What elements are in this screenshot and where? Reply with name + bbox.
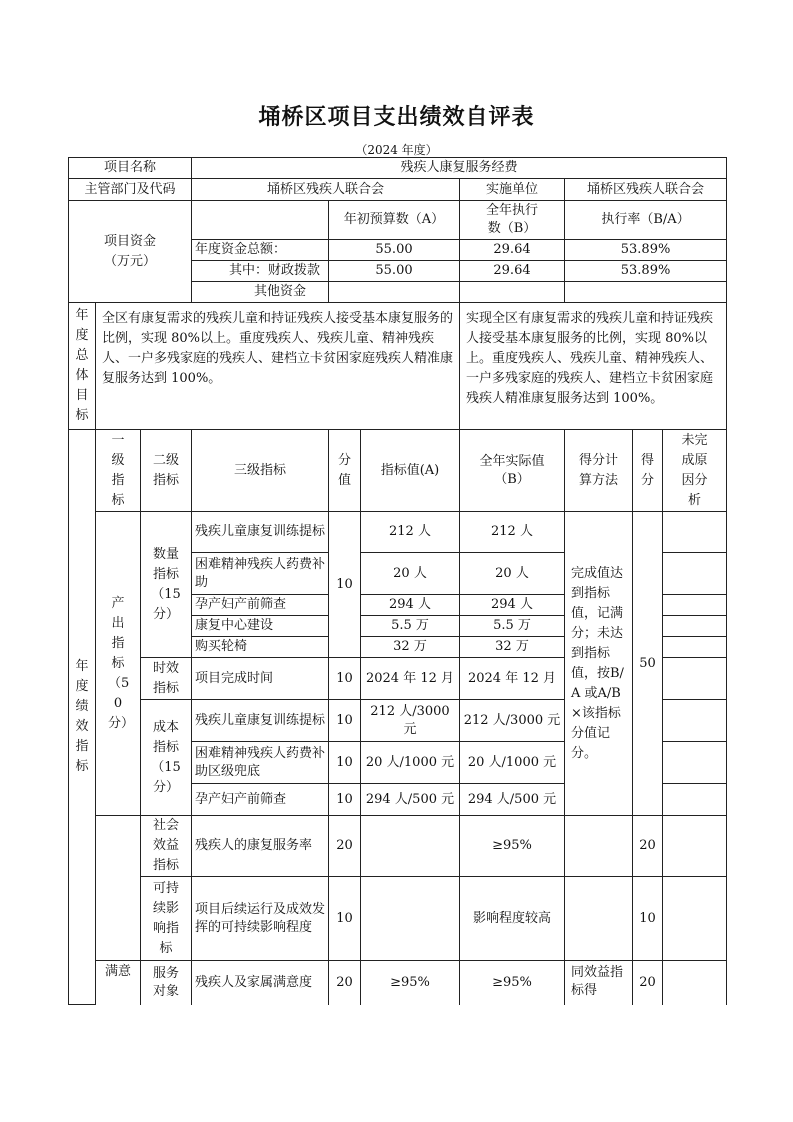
header-level3: 三级指标 bbox=[192, 430, 329, 512]
indicator-name: 购买轮椅 bbox=[192, 637, 329, 658]
indicator-points: 20 bbox=[329, 816, 361, 877]
indicator-name: 困难精神残疾人药费补助区级兜底 bbox=[192, 742, 329, 784]
funds-exec bbox=[460, 282, 565, 303]
goals-planned: 全区有康复需求的残疾儿童和持证残疾人接受基本康复服务的比例，实现 80%以上。重度残疾人、残疾儿童、精神残疾人、一户多残家庭的残疾人、建档立卡贫困家庭残疾人精准康复服务达到 100%。 bbox=[96, 303, 460, 430]
indicator-actual: 20 人/1000 元 bbox=[460, 742, 565, 784]
reason-cell bbox=[663, 512, 727, 553]
reason-cell bbox=[663, 658, 727, 700]
indicator-target: 212 人/3000 元 bbox=[361, 700, 460, 742]
indicator-name: 孕产妇产前筛查 bbox=[192, 595, 329, 616]
indicator-actual: 20 人 bbox=[460, 553, 565, 595]
indicator-target: ≥95% bbox=[361, 961, 460, 1005]
indicator-name: 困难精神残疾人药费补助 bbox=[192, 553, 329, 595]
funds-row-label: 年度资金总额： bbox=[192, 240, 329, 261]
indicator-actual: 2024 年 12 月 bbox=[460, 658, 565, 700]
output-score: 50 bbox=[633, 512, 663, 816]
benefit-level1-cell bbox=[96, 816, 141, 961]
quantity-points: 10 bbox=[329, 512, 361, 658]
impl-label: 实施单位 bbox=[460, 179, 565, 201]
indicator-actual: 212 人 bbox=[460, 512, 565, 553]
header-level2: 二级指标 bbox=[141, 430, 192, 512]
indicator-target: 5.5 万 bbox=[361, 616, 460, 637]
reason-cell bbox=[663, 742, 727, 784]
funds-budget bbox=[329, 282, 460, 303]
satisfaction-sub-label: 服务对象 bbox=[141, 961, 192, 1005]
indicator-name: 残疾人及家属满意度 bbox=[192, 961, 329, 1005]
social-label: 社会效益指标 bbox=[141, 816, 192, 877]
satisfaction-label: 满意 bbox=[96, 961, 141, 1005]
indicator-points: 20 bbox=[329, 961, 361, 1005]
project-name-label: 项目名称 bbox=[69, 158, 192, 179]
indicator-actual: 212 人/3000 元 bbox=[460, 700, 565, 742]
indicator-points: 10 bbox=[329, 700, 361, 742]
funds-row-label: 其他资金 bbox=[192, 282, 329, 303]
indicator-name: 残疾儿童康复训练提标 bbox=[192, 512, 329, 553]
reason-cell bbox=[663, 595, 727, 616]
reason-cell bbox=[663, 784, 727, 816]
col-exec: 全年执行数（B） bbox=[460, 201, 565, 240]
col-rate: 执行率（B/A） bbox=[565, 201, 727, 240]
funds-budget: 55.00 bbox=[329, 240, 460, 261]
indicator-target: 294 人/500 元 bbox=[361, 784, 460, 816]
indicator-actual: 影响程度较高 bbox=[460, 877, 565, 961]
header-method: 得分计算方法 bbox=[565, 430, 633, 512]
indicator-actual: 294 人/500 元 bbox=[460, 784, 565, 816]
indicator-target bbox=[361, 816, 460, 877]
dept-label: 主管部门及代码 bbox=[69, 179, 192, 201]
header-target: 指标值(A) bbox=[361, 430, 460, 512]
header-points: 分值 bbox=[329, 430, 361, 512]
impl-value: 埇桥区残疾人联合会 bbox=[565, 179, 727, 201]
project-name-value: 残疾人康复服务经费 bbox=[192, 158, 727, 179]
indicator-actual: ≥95% bbox=[460, 816, 565, 877]
funds-exec: 29.64 bbox=[460, 240, 565, 261]
performance-table bbox=[68, 157, 727, 1005]
reason-cell bbox=[663, 637, 727, 658]
indicator-actual: ≥95% bbox=[460, 961, 565, 1005]
indicator-points: 10 bbox=[329, 742, 361, 784]
dept-value: 埇桥区残疾人联合会 bbox=[192, 179, 460, 201]
indicator-target: 20 人 bbox=[361, 553, 460, 595]
indicator-actual: 32 万 bbox=[460, 637, 565, 658]
indicator-name: 残疾人的康复服务率 bbox=[192, 816, 329, 877]
col-budget: 年初预算数（A） bbox=[329, 201, 460, 240]
timeliness-label: 时效指标 bbox=[141, 658, 192, 700]
satisfaction-method: 同效益指标得 bbox=[565, 961, 633, 1005]
funds-exec: 29.64 bbox=[460, 261, 565, 282]
indicator-score: 20 bbox=[633, 816, 663, 877]
report-year: （2024 年度） bbox=[355, 143, 438, 157]
output-method: 完成值达到指标值，记满分；未达到指标值，按B/A 或A/B×该指标分值记分。 bbox=[565, 512, 633, 816]
method-cell bbox=[565, 816, 633, 877]
indicator-target: 212 人 bbox=[361, 512, 460, 553]
funds-rate bbox=[565, 282, 727, 303]
indicator-points: 10 bbox=[329, 784, 361, 816]
method-cell bbox=[565, 877, 633, 961]
cost-label: 成本指标（15分） bbox=[141, 700, 192, 816]
funds-row-label: 其中：财政拨款 bbox=[192, 261, 329, 282]
indicator-target bbox=[361, 877, 460, 961]
page-title: 埇桥区项目支出绩效自评表 bbox=[258, 105, 535, 130]
reason-cell bbox=[663, 553, 727, 595]
header-level1: 一级指标 bbox=[96, 430, 141, 512]
goals-label: 年度总体目标 bbox=[69, 303, 96, 430]
header-score: 得分 bbox=[633, 430, 663, 512]
indicator-actual: 5.5 万 bbox=[460, 616, 565, 637]
indicator-actual: 294 人 bbox=[460, 595, 565, 616]
indicator-name: 项目完成时间 bbox=[192, 658, 329, 700]
indicator-score: 10 bbox=[633, 877, 663, 961]
reason-cell bbox=[663, 700, 727, 742]
quantity-label: 数量指标（15分） bbox=[141, 512, 192, 658]
header-reason: 未完成原因分析 bbox=[663, 430, 727, 512]
indicator-name: 孕产妇产前筛查 bbox=[192, 784, 329, 816]
funds-rate: 53.89% bbox=[565, 261, 727, 282]
indicator-points: 10 bbox=[329, 658, 361, 700]
funds-budget: 55.00 bbox=[329, 261, 460, 282]
indicator-target: 2024 年 12 月 bbox=[361, 658, 460, 700]
indicator-score: 20 bbox=[633, 961, 663, 1005]
header-actual: 全年实际值（B） bbox=[460, 430, 565, 512]
funds-label: 项目资金（万元） bbox=[69, 201, 192, 303]
indicator-target: 294 人 bbox=[361, 595, 460, 616]
reason-cell bbox=[663, 961, 727, 1005]
reason-cell bbox=[663, 877, 727, 961]
indicator-name: 康复中心建设 bbox=[192, 616, 329, 637]
indicator-points: 10 bbox=[329, 877, 361, 961]
sustain-label: 可持续影响指标 bbox=[141, 877, 192, 961]
indicator-name: 残疾儿童康复训练提标 bbox=[192, 700, 329, 742]
reason-cell bbox=[663, 816, 727, 877]
funds-header-blank bbox=[192, 201, 329, 240]
indicator-target: 20 人/1000 元 bbox=[361, 742, 460, 784]
indicator-target: 32 万 bbox=[361, 637, 460, 658]
reason-cell bbox=[663, 616, 727, 637]
goals-actual: 实现全区有康复需求的残疾儿童和持证残疾人接受基本康复服务的比例，实现 80%以上。重度残疾人、残疾儿童、精神残疾人、一户多残家庭的残疾人、建档立卡贫困家庭残疾人精准康复服务达到 100%。 bbox=[460, 303, 727, 430]
output-label: 产出指标（50分） bbox=[96, 512, 141, 816]
indicator-name: 项目后续运行及成效发挥的可持续影响程度 bbox=[192, 877, 329, 961]
indicators-section-label: 年度绩效指标 bbox=[69, 430, 96, 1005]
funds-rate: 53.89% bbox=[565, 240, 727, 261]
